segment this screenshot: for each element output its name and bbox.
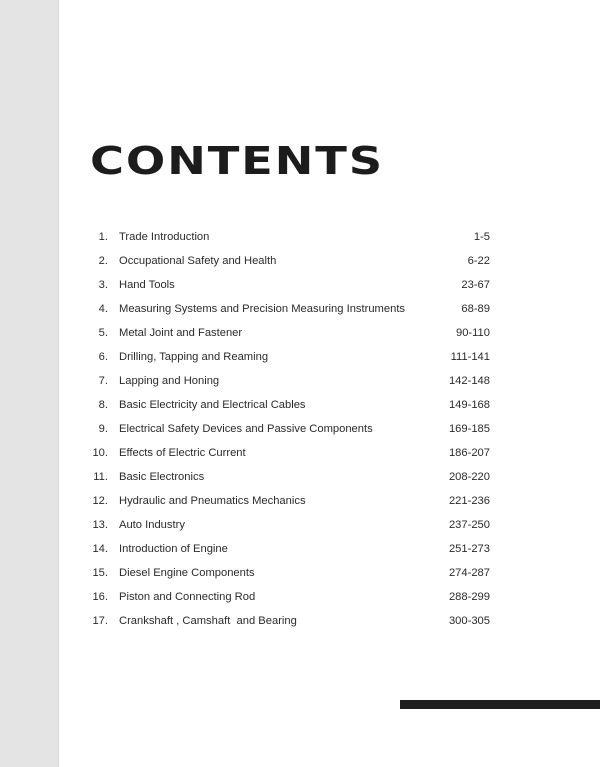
toc-entry-pages: 90-110 [455,327,490,339]
toc-entry-number: 10. [92,447,108,459]
toc-entry-number: 5. [98,327,108,339]
toc-entry-pages: 208-220 [448,471,490,483]
toc-entry-pages: 251-273 [448,543,490,555]
toc-entry[interactable] [0,227,600,247]
toc-entry[interactable] [0,347,600,367]
toc-entry[interactable] [0,419,600,439]
toc-entry-title: Crankshaft , Camshaft and Bearing [119,615,297,627]
toc-entry-title: Basic Electricity and Electrical Cables [119,399,306,411]
toc-entry-title: Hydraulic and Pneumatics Mechanics [119,495,306,507]
toc-entry[interactable] [0,443,600,463]
toc-entry-pages: 68-89 [461,303,490,315]
toc-entry-number: 4. [98,303,108,315]
toc-entry[interactable] [0,539,600,559]
toc-entry-number: 6. [98,351,108,363]
toc-entry-title: Diesel Engine Components [119,567,255,579]
toc-entry-pages: 23-67 [461,279,490,291]
toc-entry-title: Trade Introduction [119,231,210,243]
toc-entry-title: Basic Electronics [119,471,205,483]
toc-entry-number: 12. [92,495,108,507]
toc-entry-number: 14. [92,543,108,555]
toc-entry-pages: 1-5 [473,231,490,243]
toc-entry-title: Metal Joint and Fastener [119,327,243,339]
toc-entry-title: Measuring Systems and Precision Measuring Instruments [119,303,406,315]
toc-entry-pages: 274-287 [448,567,490,579]
toc-entry-pages: 300-305 [448,615,490,627]
toc-entry-pages: 149-168 [448,399,490,411]
toc-entry-pages: 186-207 [448,447,490,459]
toc-entry-pages: 288-299 [448,591,490,603]
toc-entry[interactable] [0,371,600,391]
toc-entry-title: Lapping and Honing [119,375,220,387]
toc-entry-title: Electrical Safety Devices and Passive Components [119,423,373,435]
toc-entry-title: Effects of Electric Current [119,447,246,459]
toc-entry-number: 8. [98,399,108,411]
toc-entry[interactable] [0,587,600,607]
toc-entry-pages: 111-141 [450,351,490,363]
toc-entry[interactable] [0,491,600,511]
toc-entry-number: 16. [92,591,108,603]
toc-entry-number: 3. [98,279,108,291]
toc-entry[interactable] [0,275,600,295]
page-title: CONTENTS [90,139,384,183]
toc-entry-number: 13. [92,519,108,531]
toc-entry[interactable] [0,515,600,535]
toc-entry-pages: 6-22 [467,255,490,267]
toc-entry-number: 17. [92,615,108,627]
toc-entry-number: 11. [93,471,108,483]
toc-entry[interactable] [0,323,600,343]
toc-entry-pages: 221-236 [448,495,490,507]
toc-entry[interactable] [0,563,600,583]
toc-entry[interactable] [0,299,600,319]
toc-entry-number: 7. [98,375,108,387]
toc-entry-title: Occupational Safety and Health [119,255,277,267]
toc-entry-title: Drilling, Tapping and Reaming [119,351,269,363]
toc-entry[interactable] [0,611,600,631]
toc-entry[interactable] [0,467,600,487]
toc-entry-pages: 169-185 [448,423,490,435]
toc-entry-title: Piston and Connecting Rod [119,591,256,603]
toc-entry[interactable] [0,251,600,271]
toc-entry-number: 2. [98,255,108,267]
toc-entry-pages: 142-148 [448,375,490,387]
toc-entry-number: 15. [92,567,108,579]
toc-entry-pages: 237-250 [448,519,490,531]
toc-entry-number: 1. [98,231,108,243]
toc-entry-title: Hand Tools [119,279,175,291]
decorative-footer-bar [400,700,600,709]
toc-entry-number: 9. [98,423,108,435]
toc-entry[interactable] [0,395,600,415]
toc-entry-title: Introduction of Engine [119,543,228,555]
toc-entry-title: Auto Industry [119,519,185,531]
